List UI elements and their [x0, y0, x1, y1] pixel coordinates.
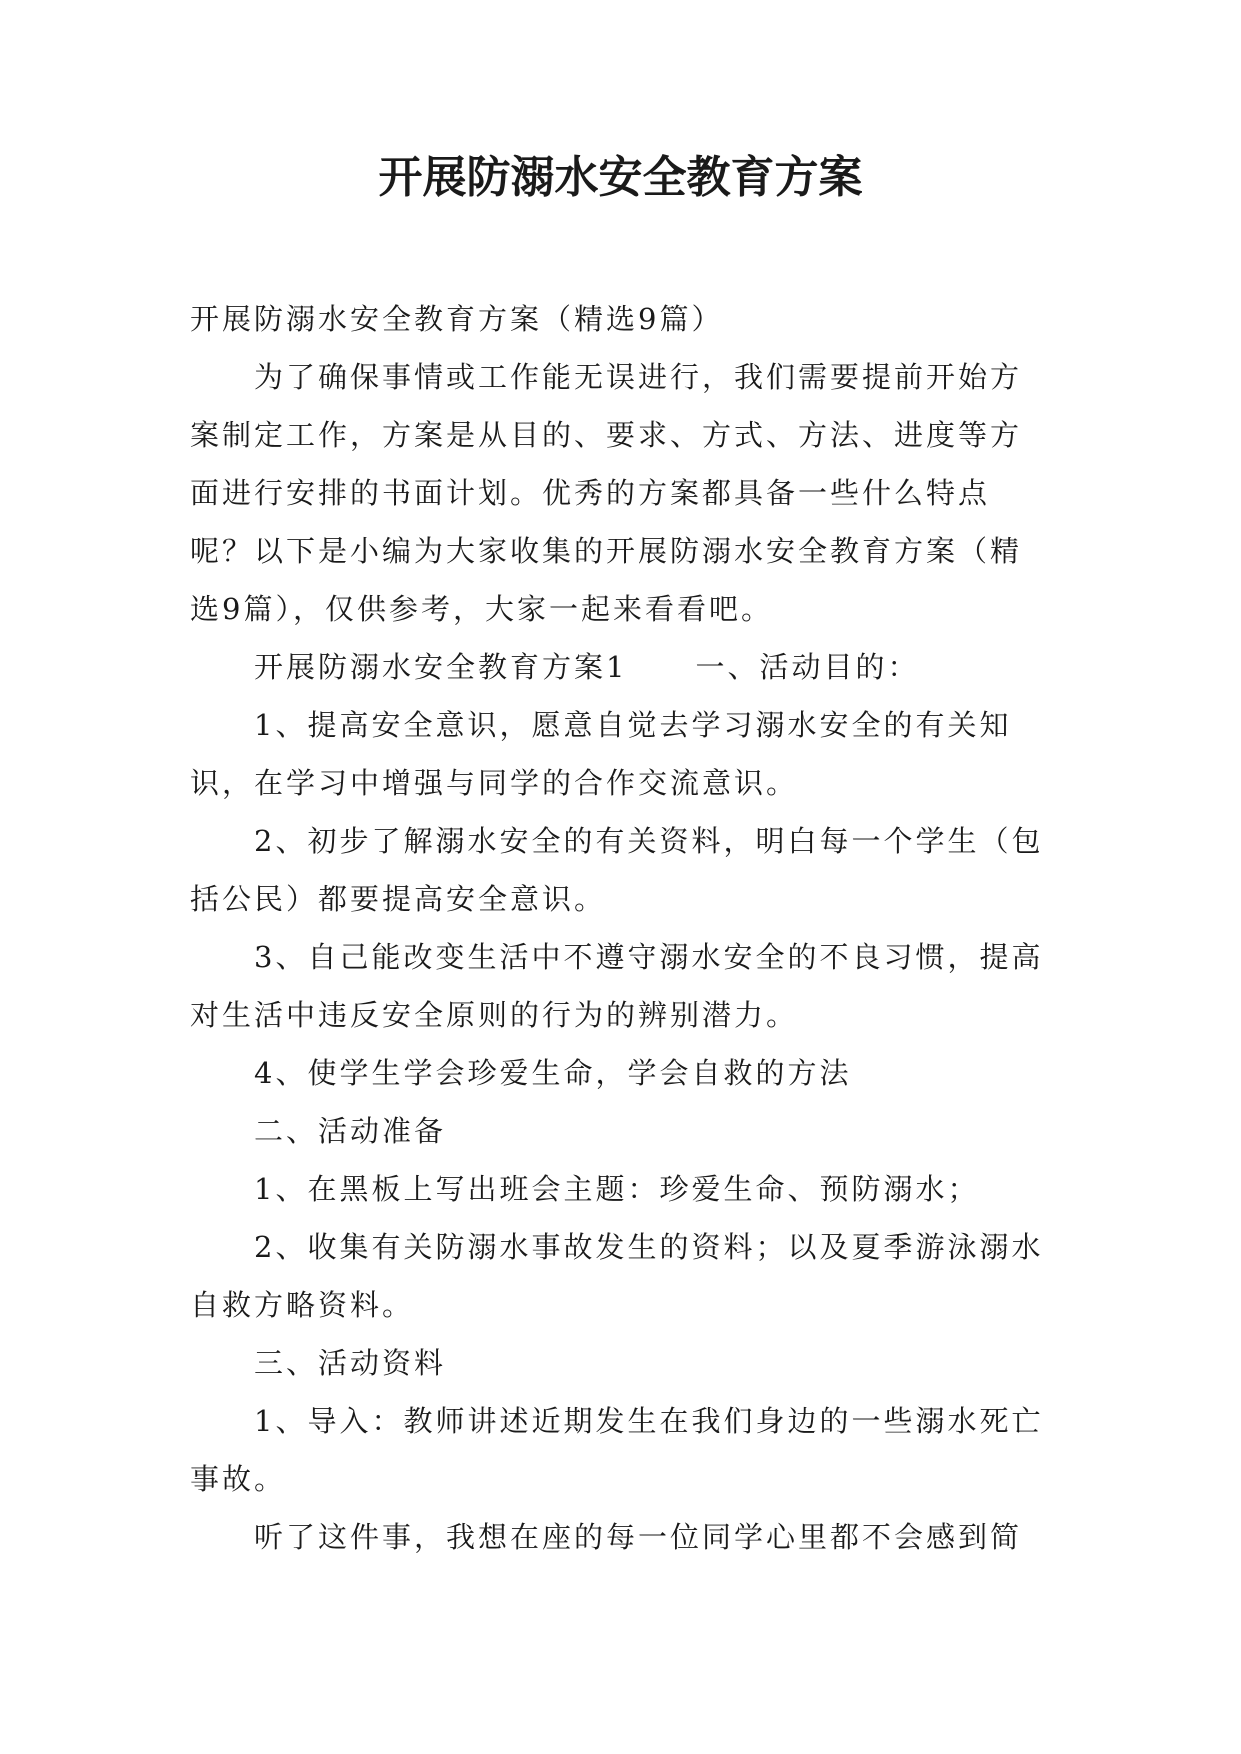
- goal-heading: 一、活动目的：: [695, 650, 920, 684]
- goal-item: 4、使学生学会珍爱生命，学会自救的方法: [254, 1056, 852, 1090]
- prep-item: 2、收集有关防溺水事故发生的资料；以及夏季游泳溺水自救方略资料。: [190, 1230, 1044, 1322]
- document-subtitle: 开展防溺水安全教育方案（精选9篇）: [190, 302, 724, 336]
- document-body: [190, 290, 1046, 1566]
- content-heading: 三、活动资料: [254, 1346, 447, 1380]
- prep-item: 1、在黑板上写出班会主题：珍爱生命、预防溺水；: [254, 1172, 980, 1206]
- goal-item: 3、自己能改变生活中不遵守溺水安全的不良习惯，提高对生活中违反安全原则的行为的辨别潜力。: [190, 940, 1044, 1032]
- document-title: 开展防溺水安全教育方案: [378, 152, 863, 203]
- content-item: 听了这件事，我想在座的每一位同学心里都不会感到简: [254, 1520, 1023, 1554]
- section-heading-line: [190, 638, 1046, 696]
- content-item: 1、导入：教师讲述近期发生在我们身边的一些溺水死亡事故。: [190, 1404, 1044, 1496]
- prep-heading: 二、活动准备: [254, 1114, 447, 1148]
- intro-paragraph: 为了确保事情或工作能无误进行，我们需要提前开始方案制定工作，方案是从目的、要求、方式、方法、进度等方面进行安排的书面计划。优秀的方案都具备一些什么特点呢？以下是小编为大家收集的开展防溺水安全教育方案（精选9篇），仅供参考，大家一起来看看吧。: [190, 360, 1023, 626]
- section1-heading: 开展防溺水安全教育方案1: [254, 650, 628, 684]
- goal-item: 2、初步了解溺水安全的有关资料，明白每一个学生（包括公民）都要提高安全意识。: [190, 824, 1044, 916]
- goal-item: 1、提高安全意识，愿意自觉去学习溺水安全的有关知识，在学习中增强与同学的合作交流意识。: [190, 708, 1012, 800]
